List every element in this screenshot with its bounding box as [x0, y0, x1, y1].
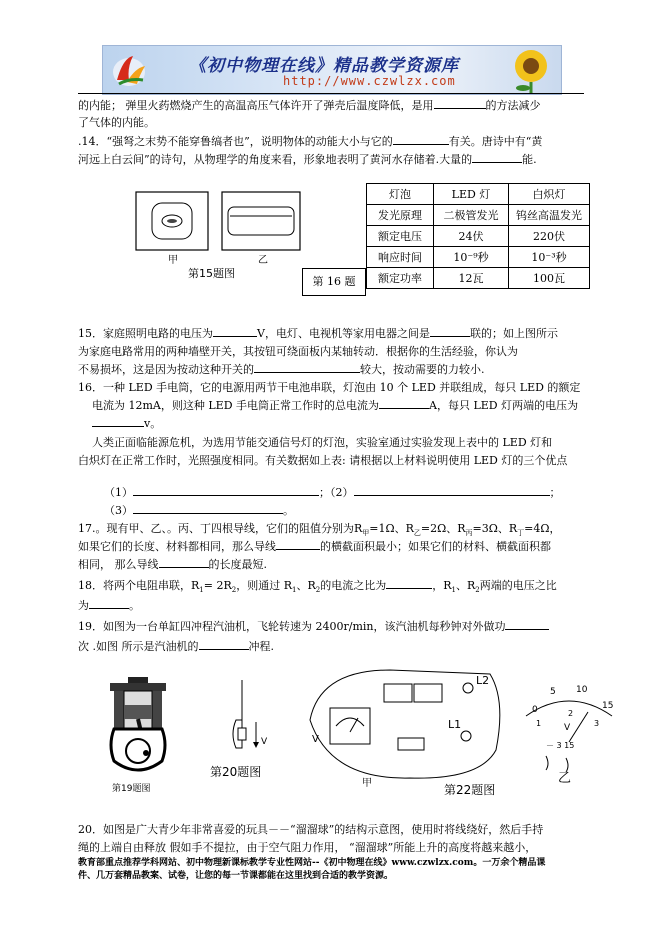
meter-terminals: － 3 15 — [546, 741, 575, 750]
fig22-jia-label: 甲 — [362, 778, 372, 789]
question-16-cont: 电流为 12mA，则这种 LED 手电筒正常工作时的总电流为 A，每只 LED 灯两端的电压为 — [92, 396, 578, 415]
header-rule — [78, 93, 584, 94]
text-line: 了气体的内能。 — [78, 116, 155, 129]
figure-15 — [130, 189, 310, 279]
meter-tick: 5 — [550, 687, 556, 697]
question-15-cont: 不易损坏，这是因为按动这种开关的 较大，按动需要的力较小. — [78, 360, 485, 379]
figure-19 — [100, 675, 180, 795]
bulb-l2 — [463, 683, 473, 693]
table-cell: 响应时间 — [367, 247, 434, 268]
question-15-cont: 为家庭电路常用的两种墙壁开关，其按钮可绕面板内某轴转动．根据你的生活经验，你认为 — [78, 345, 518, 358]
table-cell: 发光原理 — [367, 205, 434, 226]
fig19-caption: 第19题图 — [112, 784, 151, 794]
figure-22 — [300, 660, 510, 800]
question-18: 18．将两个电阻串联，$R_1= 2R_2$，则通过 $R_1$、$R_2$的电流之比为 ，$R_1$、$R_2$两端的电压之比 — [78, 576, 557, 600]
meter-tick: 15 — [602, 701, 614, 711]
fig15-caption: 第15题图 — [188, 267, 235, 279]
fig20-caption: 第20题图 — [210, 765, 262, 779]
table-cell: 10⁻⁹秒 — [434, 247, 509, 268]
fig22-caption: 第22题图 — [444, 783, 496, 797]
question-16-cont: v。 — [92, 414, 161, 433]
footer-line: 件、几万套精品教案、试卷，让您的每一节课都能在这里找到合适的教学资源。 — [78, 871, 394, 881]
bulb-l1 — [461, 731, 471, 741]
table-header-row — [367, 184, 590, 205]
fig22-l1-label: L1 — [448, 718, 462, 731]
table-header: LED 灯 — [434, 184, 509, 205]
table-row — [367, 205, 590, 226]
sunflower-icon — [497, 46, 557, 94]
table-row — [367, 226, 590, 247]
logo-icon — [109, 50, 149, 90]
figure-22-meter — [514, 672, 624, 790]
question-19: 19．如图为一台单缸四冲程汽油机，飞轮转速为 2400r/min，该汽油机每秒钟对外做功 — [78, 617, 549, 636]
site-title: 《初中物理在线》精品教学资源库 — [189, 56, 459, 76]
fig16-caption: 第 16 题 — [302, 268, 366, 296]
fig22-yi-label: 乙 — [558, 771, 572, 786]
question-17-cont: 如果它们的长度、材料都相同，那么导线 的横截面积最小；如果它们的材料、横截面积都 — [78, 537, 551, 556]
table-header: 灯泡 — [367, 184, 434, 205]
question-16-cont: 白炽灯在正常工作时，光照强度相同。有关数据如上表: 请根据以上材料说明使用 LED 灯的三个优点 — [78, 454, 568, 467]
question-17-cont: 相同， 那么导线 的长度最短. — [78, 555, 267, 574]
fig22-l2-label: L2 — [476, 674, 490, 687]
meter-tick: 0 — [532, 705, 538, 715]
table-cell: 100瓦 — [509, 268, 590, 289]
table-cell: 24伏 — [434, 226, 509, 247]
table-header: 白炽灯 — [509, 184, 590, 205]
table-cell: 额定功率 — [367, 268, 434, 289]
led-table — [366, 183, 590, 289]
question-16-blank: （3） 。 — [104, 501, 294, 520]
question-14-cont: 河远上白云间”的诗句，从物理学的角度来看，形象地表明了黄河水存储着.大量的 能. — [78, 150, 537, 169]
question-18-cont: 为 。 — [78, 596, 140, 615]
table-row — [367, 268, 590, 289]
question-16-cont: 人类正面临能源危机，为选用节能交通信号灯的灯泡，实验室通过实验发现上表中的 LED 灯和 — [92, 436, 553, 449]
meter-tick: 10 — [576, 685, 588, 695]
table-cell: 220伏 — [509, 226, 590, 247]
question-14: .14．“强弩之末势不能穿鲁缟者也”，说明物体的动能大小与它的 有关。唐诗中有“黄 — [78, 132, 542, 151]
table-cell: 12瓦 — [434, 268, 509, 289]
fig15-label-jia: 甲 — [168, 255, 178, 266]
battery-1 — [384, 684, 412, 702]
site-url[interactable]: http://www.czwlzx.com — [283, 74, 456, 88]
table-cell: 10⁻³秒 — [509, 247, 590, 268]
footer-line: 教育部重点推荐学科网站、初中物理新课标教学专业性网站--《初中物理在线》www.czwlzx.com。一万余个精品课 — [78, 858, 546, 868]
figure-20 — [208, 676, 288, 788]
question-17: 17.。现有甲、乙、。丙、丁四根导线，它们的阻值分别为$R_甲=1\Omega$、$R_乙=2\Omega$、$R_丙=3\Omega$、$R_丁=4\Omega$， — [78, 522, 561, 538]
question-16-blank: （1） ；（2） ； — [104, 483, 561, 502]
meter-small-tick: 1 — [536, 719, 542, 728]
table-row — [367, 247, 590, 268]
meter-small-tick: 2 — [568, 709, 574, 718]
switch — [398, 738, 424, 750]
table-cell: 额定电压 — [367, 226, 434, 247]
meter-unit: V — [564, 723, 571, 733]
question-16: 16．一种 LED 手电筒，它的电源用两节干电池串联，灯泡由 10 个 LED 并联组成，每只 LED 的额定 — [78, 381, 581, 394]
question-20-cont: 绳的上端自由释放 假如手不提拉，由于空气阻力作用， “溜溜球”所能上升的高度将越来越小， — [78, 841, 537, 854]
battery-2 — [414, 684, 442, 702]
meter-small-tick: 3 — [594, 719, 600, 728]
table-cell: 二极管发光 — [434, 205, 509, 226]
question-20: 20．如图是广大青少年非常喜爱的玩具－－“溜溜球”的结构示意图，使用时将线绕好，然后手持 — [78, 823, 544, 836]
table-cell: 钨丝高温发光 — [509, 205, 590, 226]
fig22-v-label: V — [312, 734, 319, 745]
fig15-label-yi: 乙 — [258, 255, 268, 266]
fig20-velocity-label: V — [261, 737, 268, 747]
text-line: 的内能； 弹里火药燃烧产生的高温高压气体许开了弹壳后温度降低，是用 的方法减少 — [78, 96, 541, 115]
header-banner — [102, 45, 562, 95]
question-19-cont: 次 .如图 所示是汽油机的 冲程. — [78, 637, 274, 656]
question-15: 15．家庭照明电路的电压为 V，电灯、电视机等家用电器之间是 联的；如上图所示 — [78, 324, 558, 343]
